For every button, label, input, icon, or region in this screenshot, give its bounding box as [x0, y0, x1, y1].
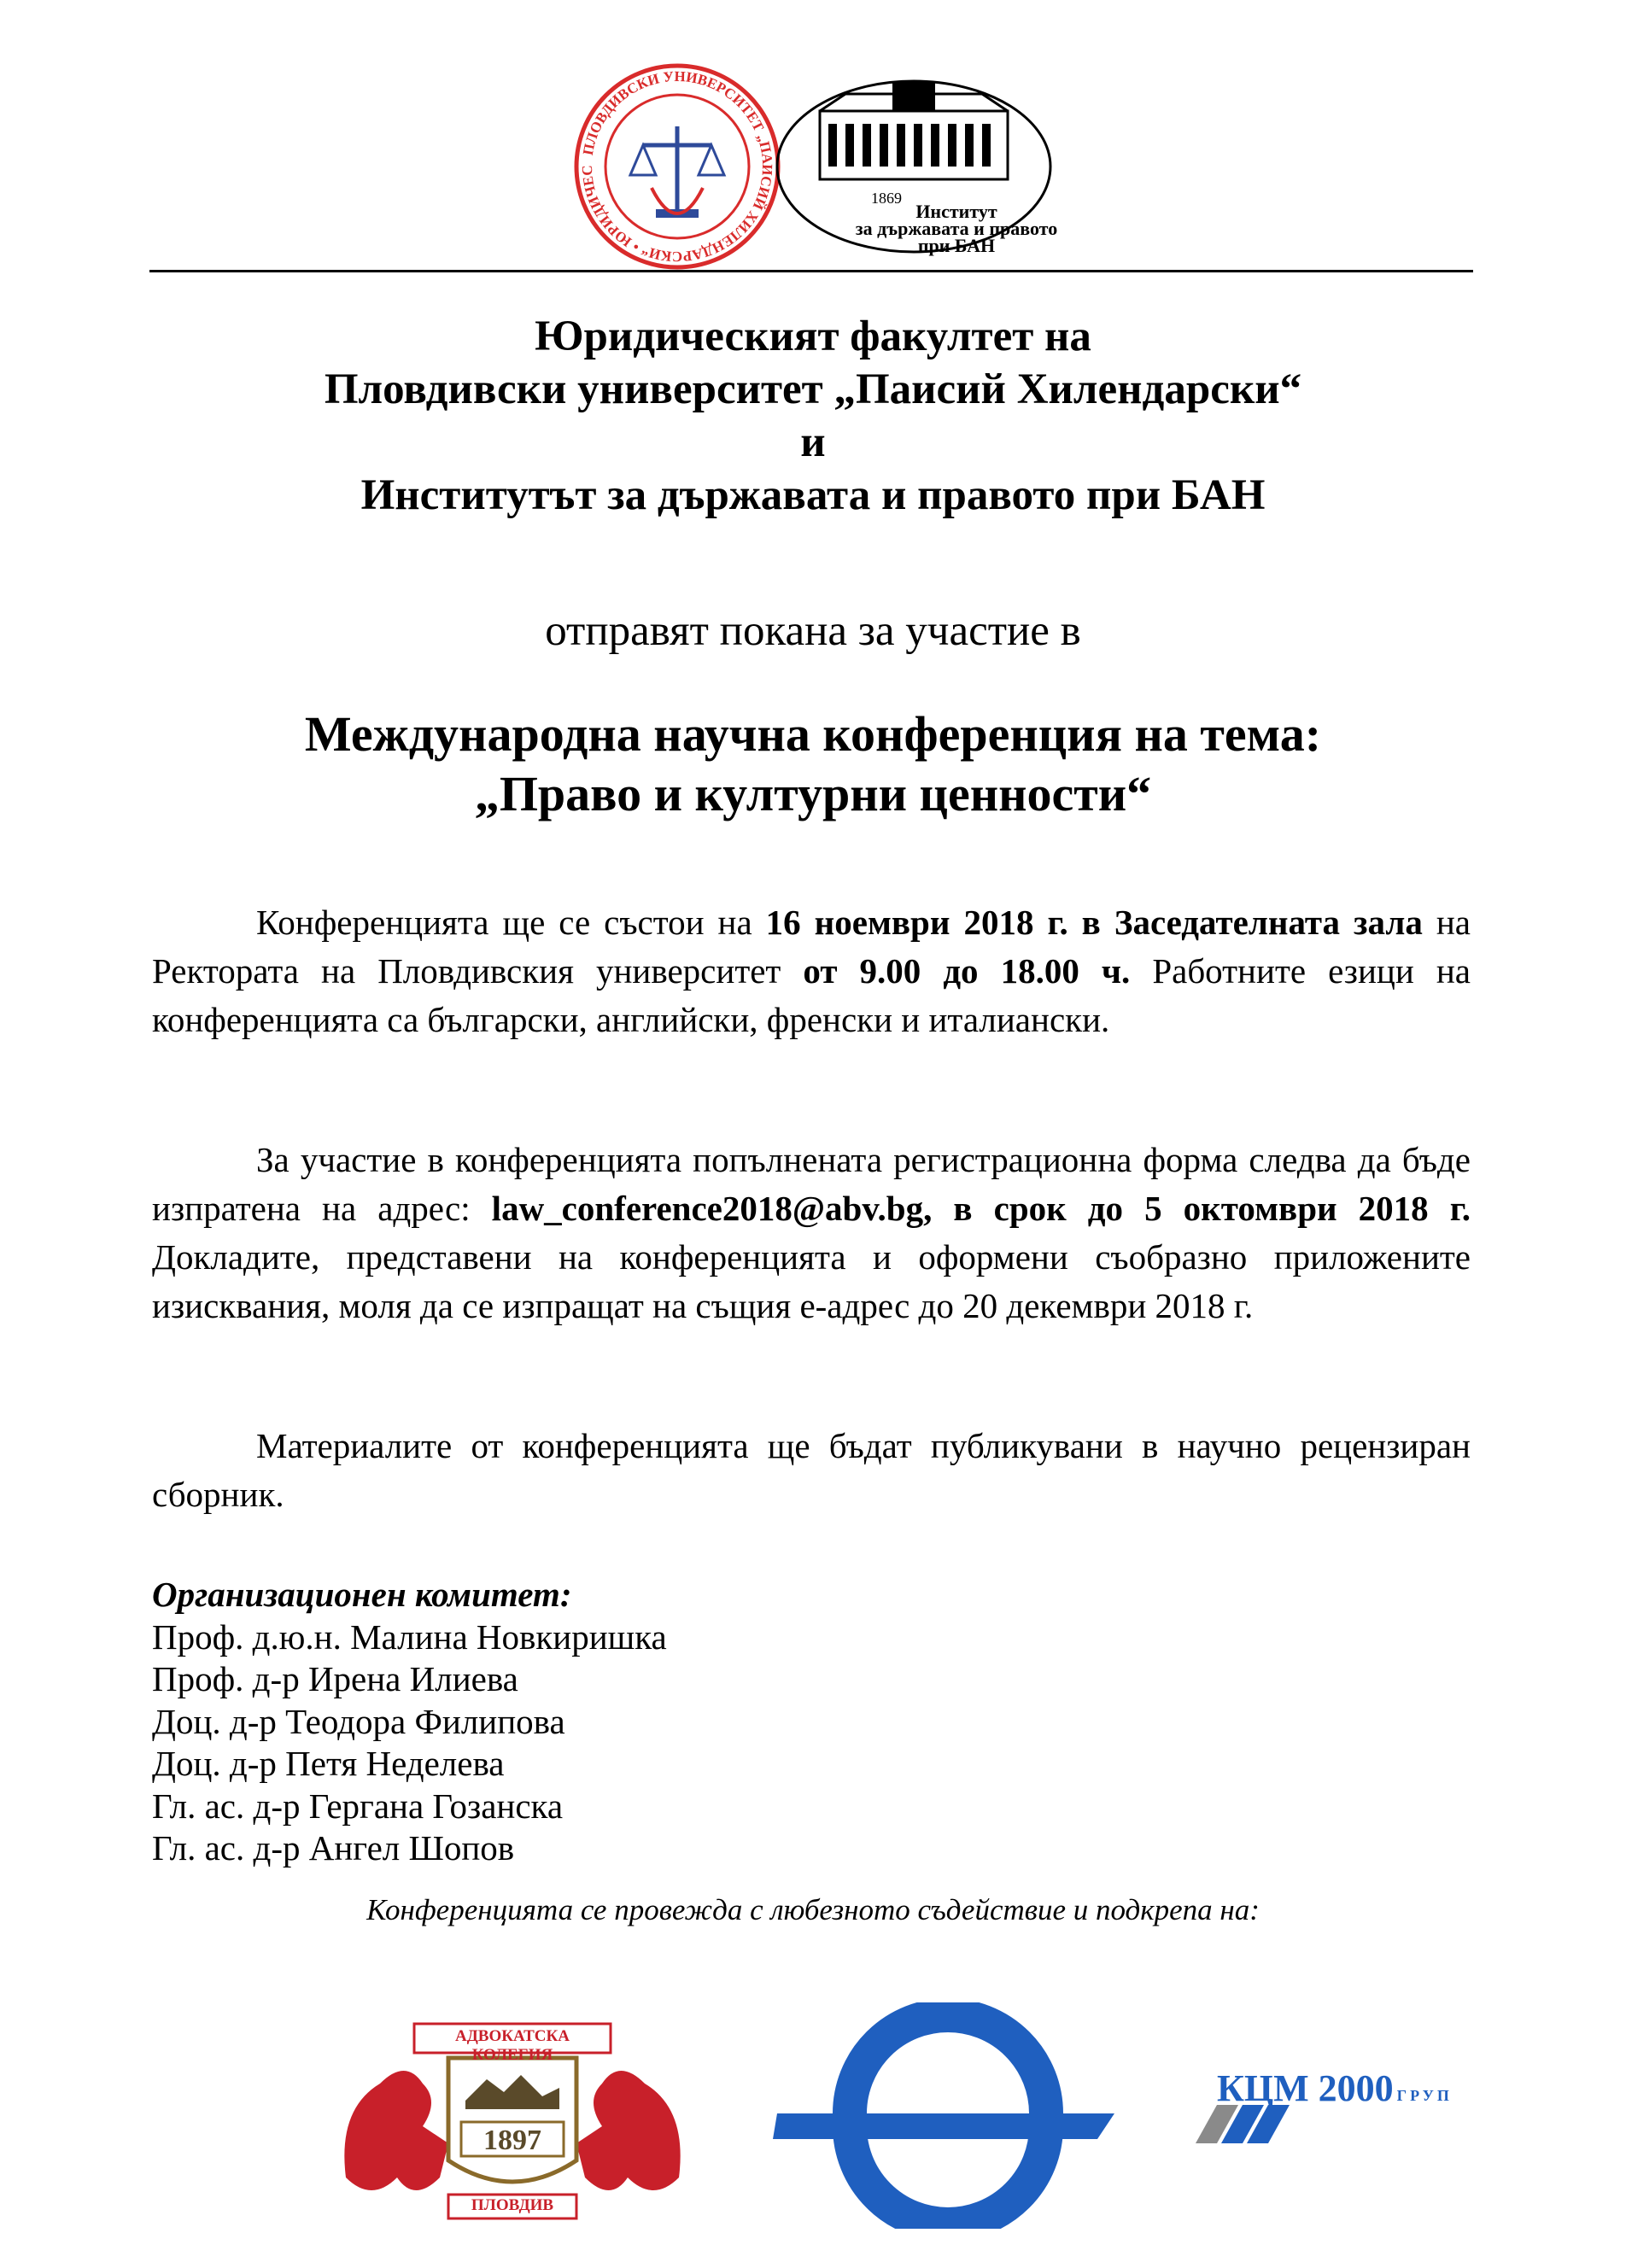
committee-member: Проф. д.ю.н. Малина Новкиришка: [152, 1616, 667, 1657]
committee-member: Гл. ас. д-р Ангел Шопов: [152, 1828, 515, 1868]
invitation-text: отправят покана за участие в: [545, 607, 1081, 655]
venue-text-3: Работните езици на конференцията са български, английски, френски и италиански.: [152, 951, 1471, 1039]
committee-member: Проф. д-р Ирена Илиева: [152, 1659, 518, 1698]
heading-line-1: Юридическият факултет на: [535, 313, 1091, 360]
organizing-committee: [152, 1574, 667, 1870]
paragraph-registration: [152, 1136, 1471, 1330]
venue-date-place: 16 ноември 2018 г. в Заседателната зала: [765, 903, 1423, 942]
conference-title-line-1: Международна научна конференция на тема:: [304, 706, 1322, 762]
paragraph-publication: Материалите от конференцията ще бъдат публикувани в научно рецензиран сборник.: [152, 1426, 1471, 1514]
support-note: Конференцията се провежда с любезното съдействие и подкрепа на:: [366, 1893, 1260, 1926]
registration-text-1: За участие в конференцията попълнената регистрационна форма следва да бъде изпратена на адрес:: [152, 1140, 1471, 1228]
committee-member: Доц. д-р Теодора Филипова: [152, 1701, 565, 1741]
venue-time: от 9.00 до 18.00 ч.: [803, 951, 1131, 991]
conference-title-line-2: „Право и културни ценности“: [474, 766, 1152, 821]
institute-logo-line3: при БАН: [917, 235, 996, 256]
ktsm-2000-logo: [773, 2002, 1319, 2229]
ktsm-2000-name: [1217, 2066, 1453, 2110]
ktsm-name-text: КЦМ 2000: [1217, 2067, 1394, 2109]
ktsm-suffix-text: ГРУП: [1396, 2087, 1453, 2104]
venue-text-1: Конференцията ще се състои на: [256, 903, 766, 942]
heading-line-4: Институтът за държавата и правото при БАН: [360, 471, 1266, 519]
conference-title: [0, 704, 1626, 824]
heading-line-3: и: [800, 418, 826, 466]
venue-text-2: на Ректората на Пловдивския университет: [152, 903, 1471, 991]
institute-logo-year: 1869: [871, 190, 902, 207]
bar-association-top-text: АДВОКАТСКА КОЛЕГИЯ: [455, 2027, 570, 2064]
header-divider: [149, 270, 1473, 272]
organizers-heading: [0, 310, 1626, 522]
registration-text-2: Докладите, представени на конференцията и оформени съобразно приложените изисквания, моля да се изпращат на същия е-адрес до 20 декември 2018 г.: [152, 1237, 1471, 1325]
committee-member: Доц. д-р Петя Неделева: [152, 1744, 505, 1783]
institute-logo-line2: за държавата и правото: [855, 218, 1058, 239]
plovdiv-law-faculty-logo: [570, 60, 784, 273]
committee-title: Организационен комитет:: [152, 1575, 572, 1614]
institute-logo-line1: Институт: [915, 201, 997, 222]
plovdiv-logo-ring-text: ПЛОВДИВСКИ УНИВЕРСИТЕТ „ПАИСИЙ ХИЛЕНДАРСКИ“ • ЮРИДИЧЕС: [578, 67, 776, 266]
institute-logo-text: [854, 203, 1059, 254]
bar-association-year: 1897: [483, 2125, 541, 2156]
heading-line-2: Пловдивски университет „Паисий Хилендарски“: [324, 365, 1302, 413]
registration-email-deadline: law_conference2018@abv.bg, в срок до 5 октомври 2018 г.: [491, 1189, 1471, 1228]
bar-association-bottom-text: ПЛОВДИВ: [471, 2196, 554, 2214]
paragraph-venue: [152, 898, 1471, 1044]
committee-member: Гл. ас. д-р Гергана Гозанска: [152, 1786, 564, 1826]
